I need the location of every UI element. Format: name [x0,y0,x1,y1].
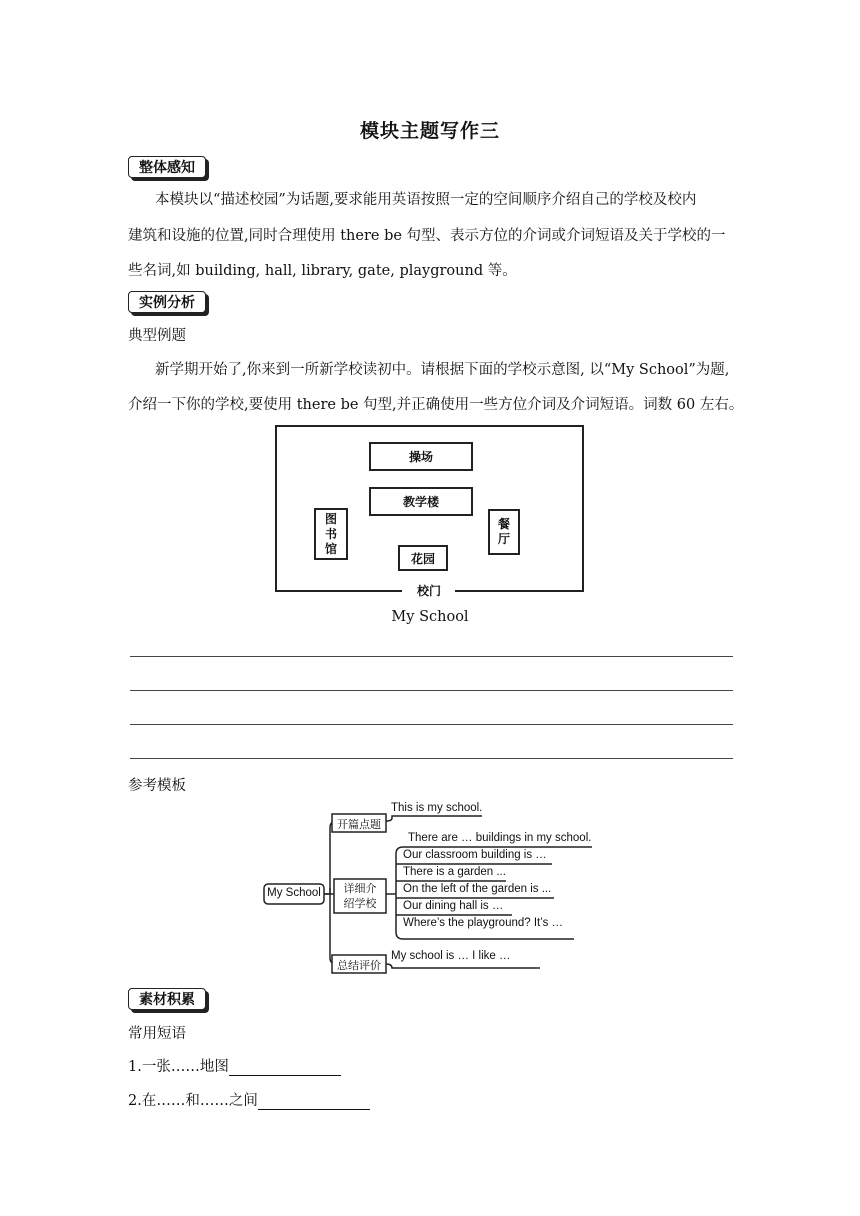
map-gate: 校门 [416,584,441,598]
paragraph-line: 些名词,如 building, hall, library, gate, playground 等。 [128,263,517,279]
paragraph-line: 介绍一下你的学校,要使用 there be 句型,并正确使用一些方位介词及介词短语。词数 60 左右。 [128,397,744,413]
mind-map [262,802,602,974]
map-playground: 操场 [369,442,473,471]
answer-blank[interactable] [258,1093,370,1110]
answer-blank[interactable] [229,1059,341,1076]
mind-map-detail-item: There is a garden ... [403,866,506,878]
paragraph-line: 本模块以“描述校园”为话题,要求能用英语按照一定的空间顺序介绍自己的学校及校内 [155,192,697,208]
map-teaching-building: 教学楼 [369,487,473,516]
mind-map-detail-item: Our classroom building is … [403,849,547,861]
mind-map-detail-label: 详细介 绍学校 [343,882,377,910]
writing-line [130,724,733,725]
mind-map-detail-item: On the left of the garden is ... [403,883,552,895]
subheading: 典型例题 [128,328,186,344]
section-tag-example: 实例分析 [128,291,206,313]
phrase-item: 2.在……和……之间 [128,1092,370,1110]
writing-line [130,656,733,657]
mind-map-root: My School [267,887,321,899]
subheading: 常用短语 [128,1026,186,1042]
mind-map-detail-item: Our dining hall is … [403,900,504,912]
mind-map-opening-text: This is my school. [391,802,483,814]
subheading: 参考模板 [128,778,186,794]
mind-map-detail-item: There are … buildings in my school. [408,832,592,844]
writing-line [130,690,733,691]
section-tag-materials: 素材积累 [128,988,206,1010]
map-caption: My School [391,609,469,625]
mind-map-opening-label: 开篇点题 [337,818,381,831]
section-tag-overview: 整体感知 [128,156,206,178]
paragraph-line: 新学期开始了,你来到一所新学校读初中。请根据下面的学校示意图, 以“My School”为题, [155,362,730,378]
school-map [275,425,583,598]
phrase-item: 1.一张……地图 [128,1058,341,1076]
paragraph-line: 建筑和设施的位置,同时合理使用 there be 句型、表示方位的介词或介词短语及关于学校的一 [128,228,726,244]
map-library: 图 书 馆 [314,508,348,560]
writing-line [130,758,733,759]
map-dining-hall: 餐 厅 [488,509,520,555]
map-garden: 花园 [398,545,448,571]
mind-map-summary-text: My school is … I like … [391,950,511,962]
mind-map-detail-item: Where’s the playground? It’s … [403,917,564,929]
mind-map-summary-label: 总结评价 [337,959,381,972]
page-title: 模块主题写作三 [359,120,500,142]
